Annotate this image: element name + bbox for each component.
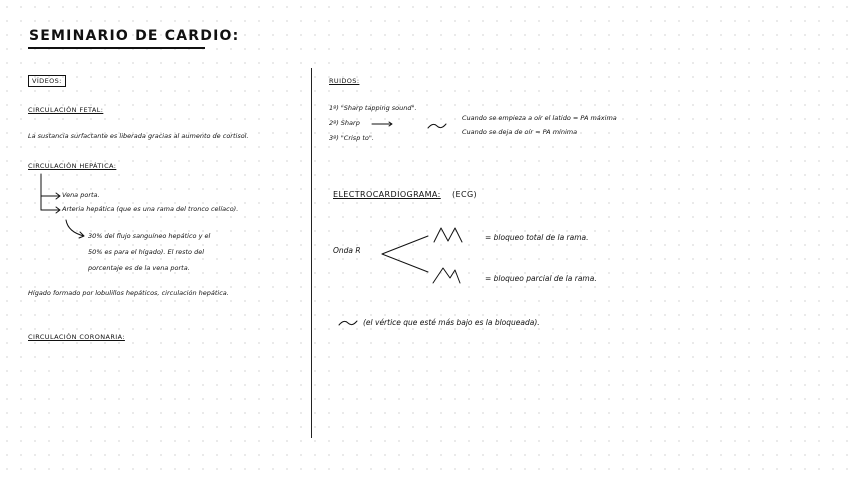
ruidos-heading: RUIDOS: — [329, 77, 360, 85]
ruidos-item: 2º) Sharp — [329, 119, 360, 127]
coronary-heading: CIRCULACIÓN CORONARIA: — [28, 333, 125, 341]
hepatic-heading: CIRCULACIÓN HEPÁTICA: — [28, 162, 117, 170]
ecg-heading: ELECTROCARDIOGRAMA: — [333, 190, 441, 199]
hepatic-percent-line: porcentaje es de la vena porta. — [88, 264, 190, 272]
fetal-text: La sustancia surfactante es liberada gracias al aumento de cortisol. — [28, 132, 249, 140]
liver-line: Hígado formado por lobulillos hepáticos, circulación hepática. — [28, 289, 229, 297]
fetal-heading: CIRCULACIÓN FETAL: — [28, 106, 104, 114]
bloqueo-total-text: = bloqueo total de la rama. — [485, 233, 589, 242]
ruidos-item: 1º) "Sharp tapping sound". — [329, 104, 417, 112]
branch-line-lower — [382, 254, 428, 272]
hepatic-item-arteria: Arteria hepática (que es una rama del tronco celíaco). — [62, 205, 239, 213]
arrow-to-vena-porta — [41, 193, 60, 199]
ecg-wave-total-icon — [434, 228, 462, 242]
hepatic-item-vena-porta: Vena porta. — [62, 191, 100, 199]
arrow-to-arteria — [41, 207, 60, 213]
bloqueo-parcial-text: = bloqueo parcial de la rama. — [485, 274, 597, 283]
onda-r-label: Onda R — [333, 246, 361, 255]
arrow-right-icon — [372, 122, 392, 126]
ecg-abbr: (ECG) — [452, 190, 478, 199]
curved-arrow-icon — [66, 220, 84, 238]
hepatic-percent-line: 30% del flujo sanguíneo hepático y el — [88, 232, 211, 240]
ecg-wave-partial-icon — [433, 268, 460, 283]
tilde-icon — [339, 321, 357, 325]
tilde-icon — [428, 124, 446, 128]
videos-label: VÍDEOS: — [28, 75, 66, 87]
page-title: SEMINARIO DE CARDIO: — [29, 28, 240, 44]
ruidos-item: 3º) "Crisp to". — [329, 134, 374, 142]
hepatic-percent-line: 50% es para el hígado). El resto del — [88, 248, 205, 256]
ruidos-note-max: Cuando se empieza a oír el latido = PA máxima — [462, 114, 617, 122]
branch-line-upper — [382, 236, 428, 254]
vertex-note: (el vértice que esté más bajo es la bloqueada). — [363, 318, 540, 327]
ruidos-note-min: Cuando se deja de oír = PA mínima — [462, 128, 578, 136]
